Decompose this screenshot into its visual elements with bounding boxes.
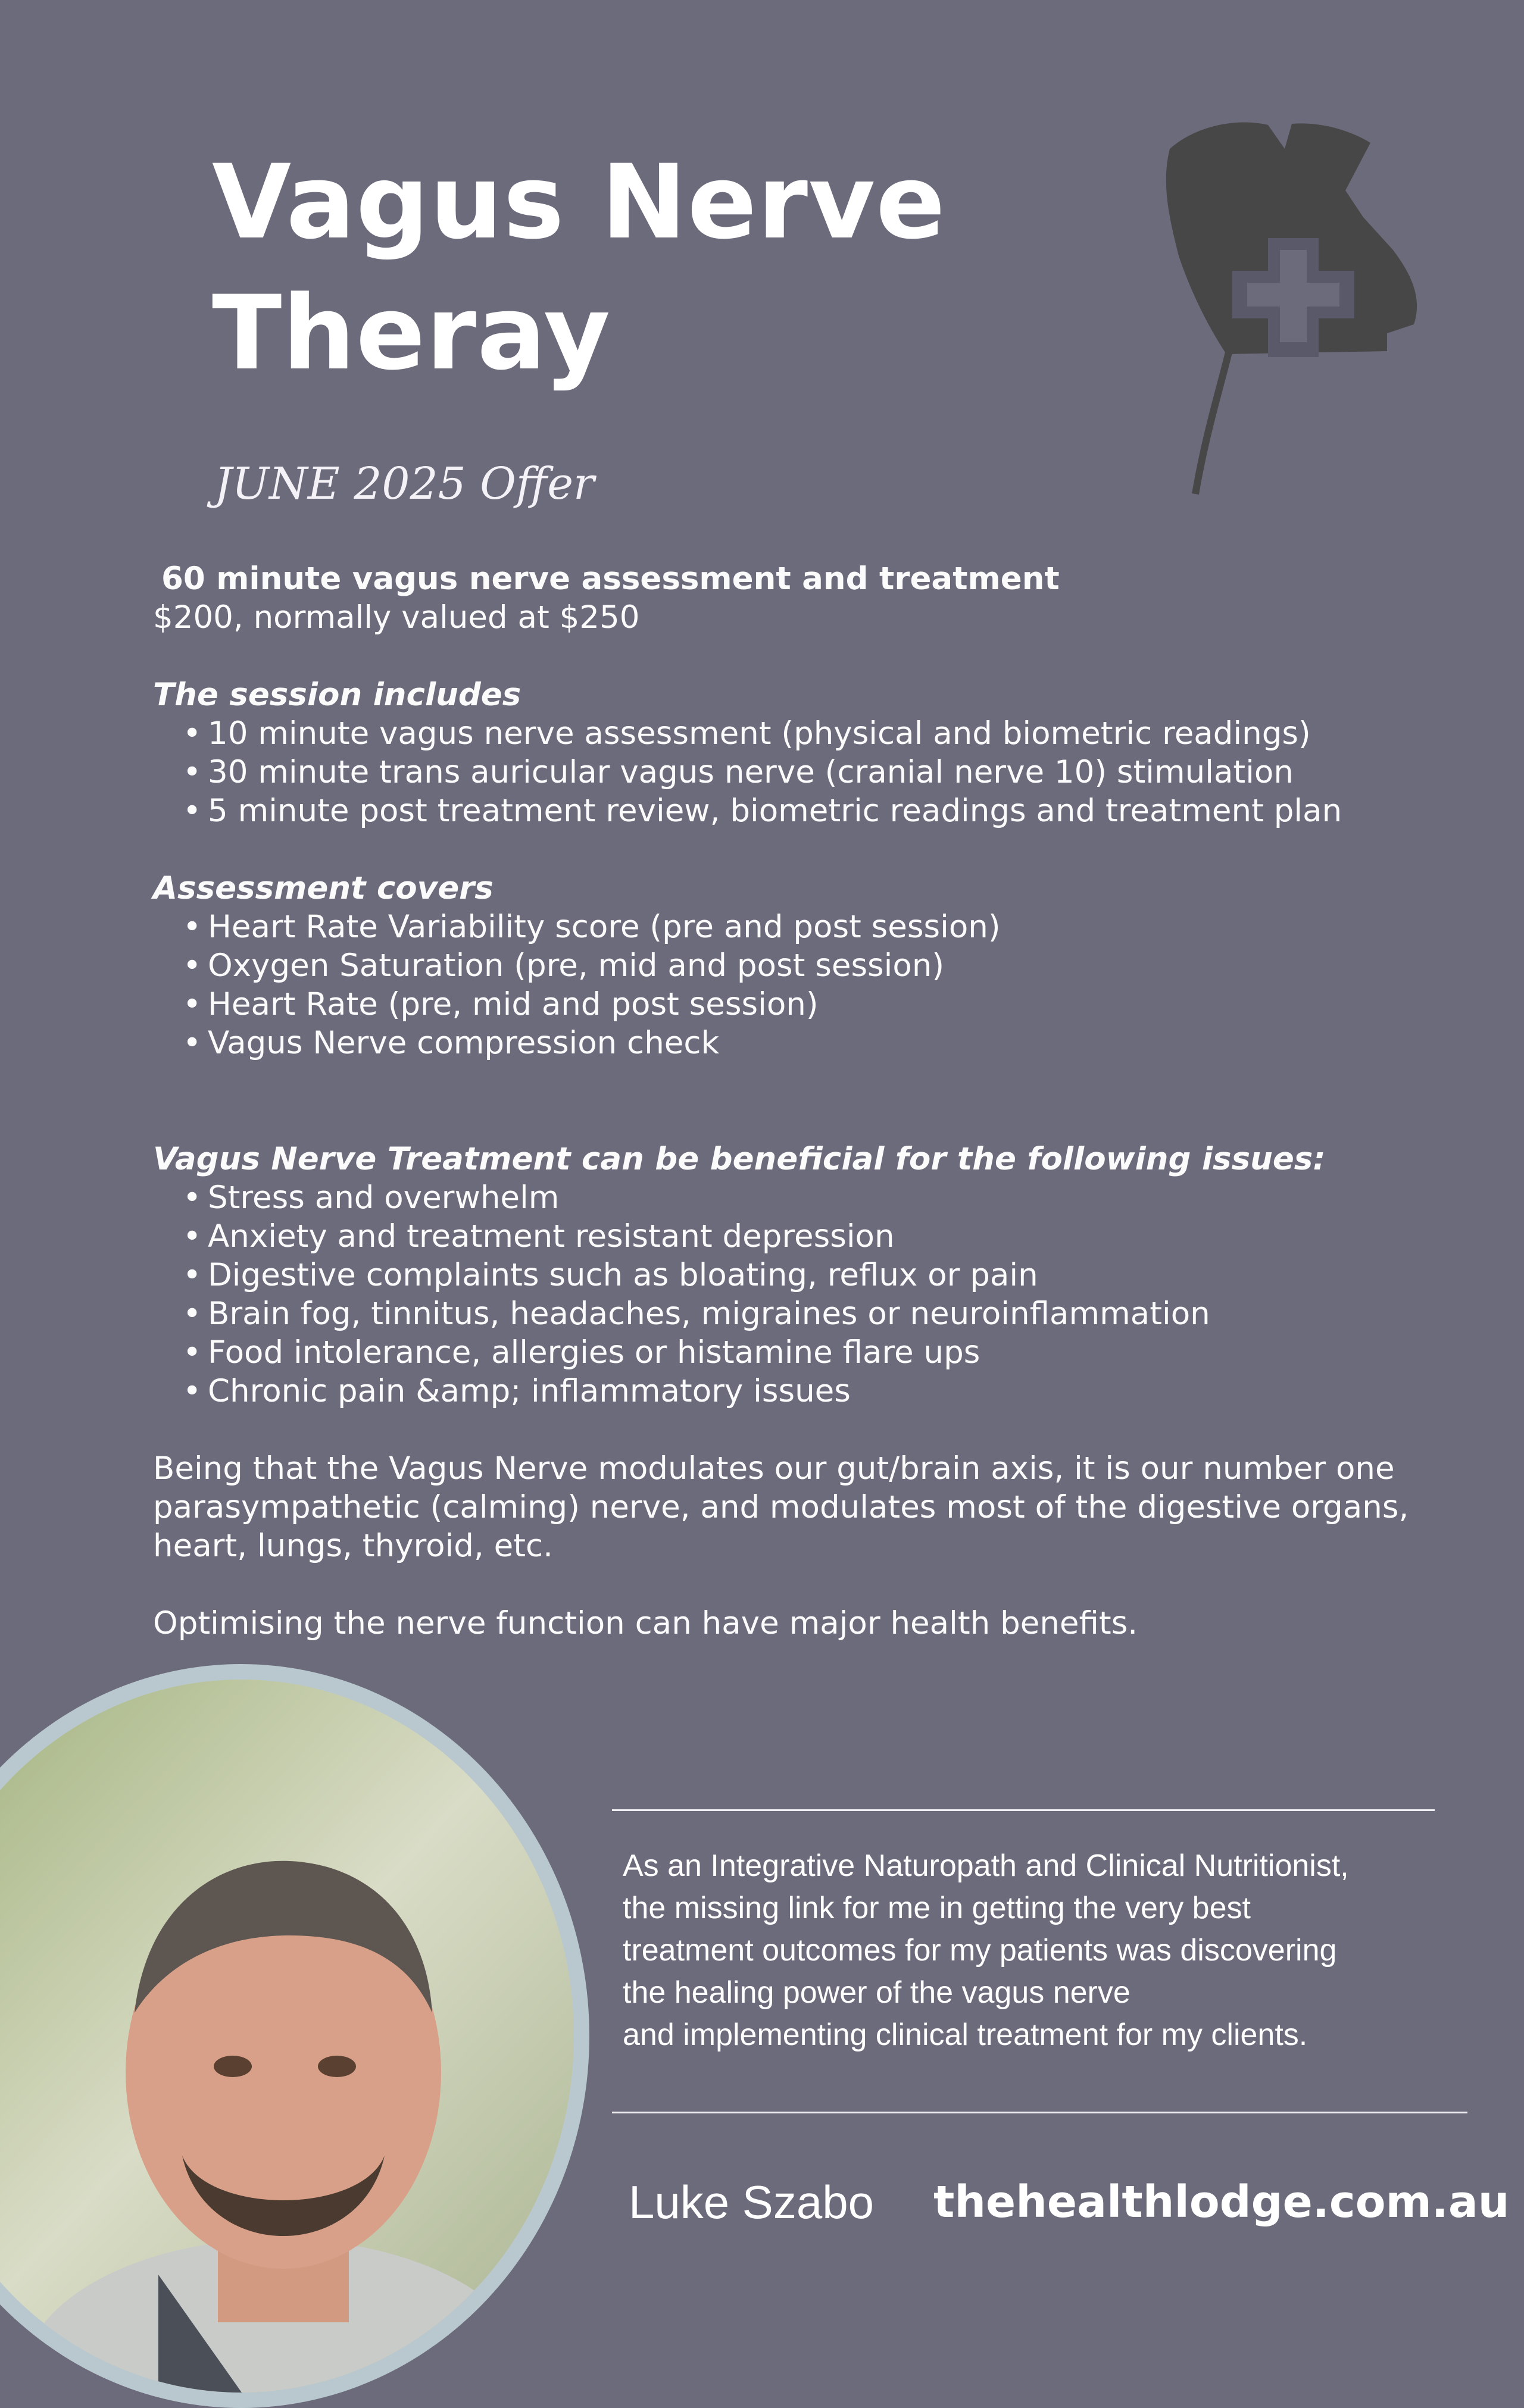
body-paragraph: Optimising the nerve function can have major health benefits. [153, 1605, 1138, 1641]
list-item: • Brain fog, tinnitus, headaches, migraines or neuroinflammation [183, 1294, 1486, 1333]
divider-top [612, 1809, 1435, 1811]
testimonial-line: As an Integrative Naturopath and Clinical Nutritionist, [623, 1849, 1349, 1883]
assessment-list [153, 908, 1486, 1062]
list-item: • Heart Rate Variability score (pre and post session) [183, 908, 1486, 946]
list-item: • Heart Rate (pre, mid and post session) [183, 985, 1486, 1024]
title-line-1: Vagus Nerve [212, 142, 946, 262]
page-title [212, 137, 946, 399]
body-paragraph: Being that the Vagus Nerve modulates our gut/brain axis, it is our number one parasympathetic (calming) nerve, and modulates most of the digestive organs, heart, lungs, thyroid, etc. [153, 1450, 1409, 1564]
practitioner-name: Luke Szabo [629, 2176, 874, 2228]
session-list [153, 714, 1486, 830]
list-item: • Anxiety and treatment resistant depression [183, 1217, 1486, 1256]
list-item: • Vagus Nerve compression check [183, 1024, 1486, 1062]
offer-headline: 60 minute vagus nerve assessment and treatment [161, 561, 1060, 597]
list-item: • 30 minute trans auricular vagus nerve (cranial nerve 10) stimulation [183, 753, 1486, 792]
offer-subtitle: JUNE 2025 Offer [214, 458, 595, 509]
list-item: • 10 minute vagus nerve assessment (physical and biometric readings) [183, 714, 1486, 753]
list-item: • Food intolerance, allergies or histamine flare ups [183, 1333, 1486, 1372]
list-item: • Oxygen Saturation (pre, mid and post session) [183, 946, 1486, 985]
ginkgo-leaf-cross-logo-icon [1149, 113, 1423, 500]
assessment-heading: Assessment covers [153, 870, 494, 906]
benefits-heading: Vagus Nerve Treatment can be beneficial for the following issues: [153, 1141, 1326, 1177]
list-item: • Stress and overwhelm [183, 1178, 1486, 1217]
testimonial-line: the missing link for me in getting the very best [623, 1891, 1251, 1925]
testimonial-line: and implementing clinical treatment for my clients. [623, 2018, 1308, 2052]
list-item: • Digestive complaints such as bloating, reflux or pain [183, 1256, 1486, 1294]
list-item: • 5 minute post treatment review, biometric readings and treatment plan [183, 792, 1486, 830]
divider-bottom [612, 2112, 1467, 2113]
offer-price: $200, normally valued at $250 [153, 599, 640, 636]
testimonial-quote [623, 1845, 1474, 2056]
testimonial-line: the healing power of the vagus nerve [623, 1975, 1130, 2010]
offer-content [153, 559, 1486, 1643]
session-heading: The session includes [153, 677, 521, 713]
website-link[interactable]: thehealthlodge.com.au [933, 2176, 1510, 2228]
testimonial-line: treatment outcomes for my patients was discovering [623, 1933, 1337, 1968]
benefits-list [153, 1178, 1486, 1411]
title-line-2: Theray [212, 273, 611, 393]
practitioner-photo [0, 1664, 589, 2408]
list-item: • Chronic pain &amp; inflammatory issues [183, 1372, 1486, 1411]
